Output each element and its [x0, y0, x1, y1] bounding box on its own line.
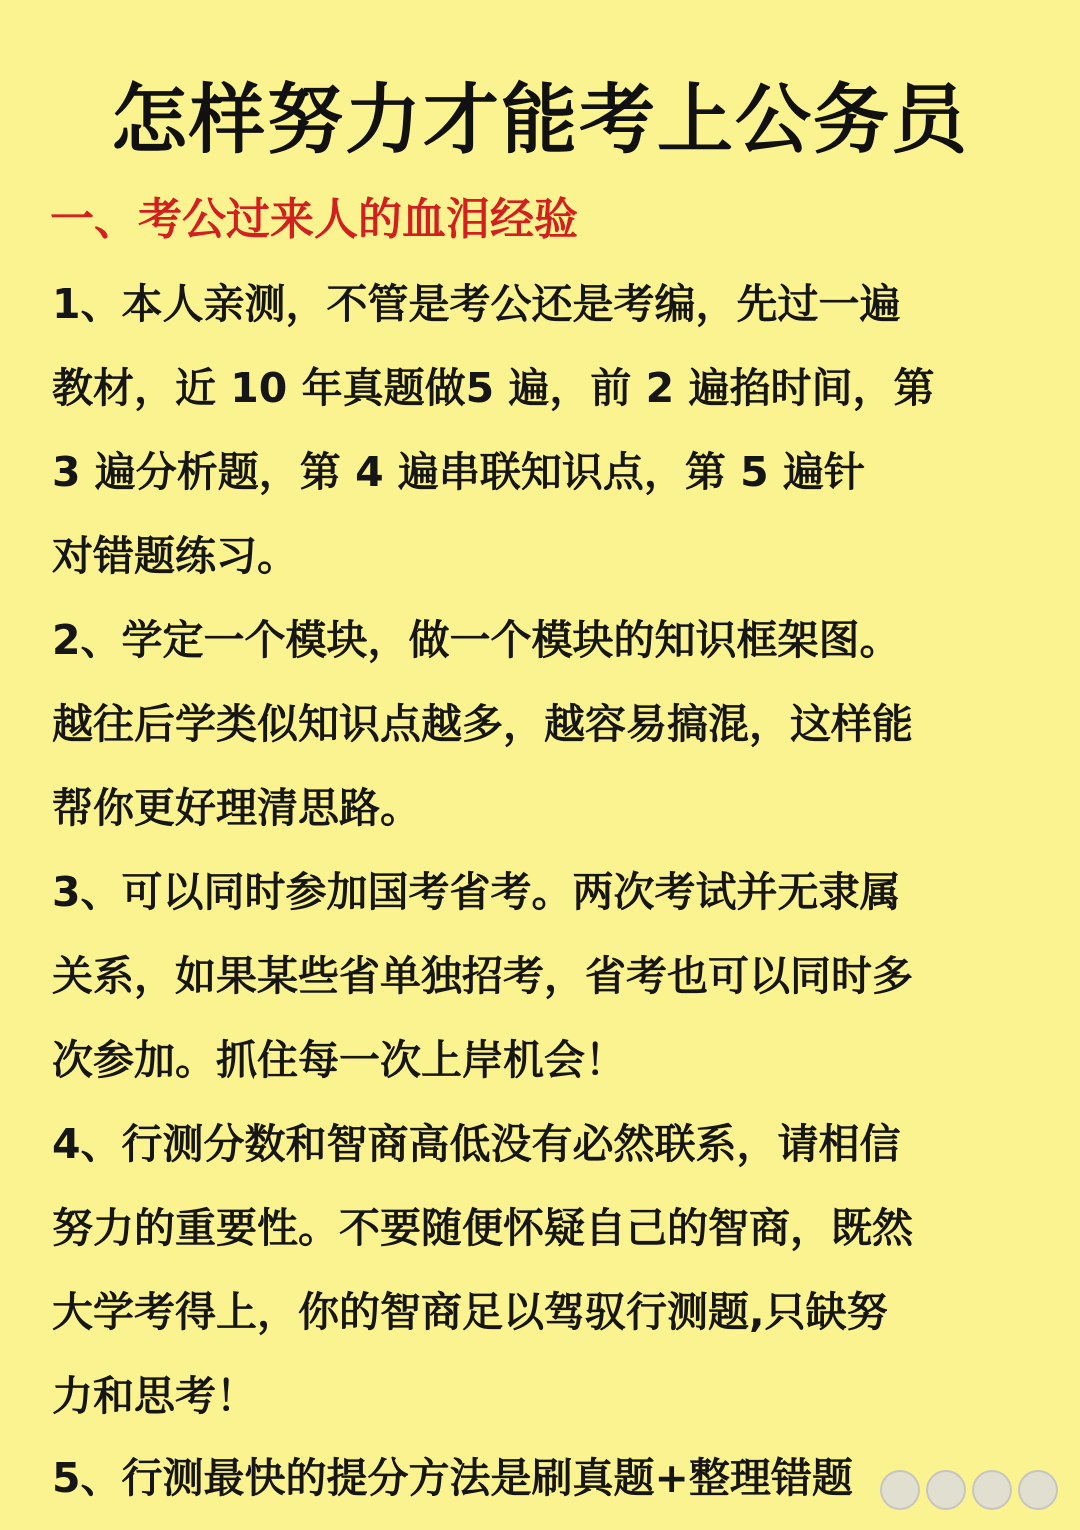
item-2-line-1: 2、学定一个模块，做一个模块的知识框架图。: [52, 616, 901, 664]
watermark-dot-icon: [926, 1470, 966, 1510]
watermark-dot-icon: [1018, 1470, 1058, 1510]
item-4-line-2: 努力的重要性。不要随便怀疑自己的智商，既然: [52, 1204, 913, 1252]
item-1-line-4: 对错题练习。: [52, 532, 298, 580]
item-4-line-4: 力和思考！: [52, 1372, 257, 1420]
item-2-line-3: 帮你更好理清思路。: [52, 784, 421, 832]
watermark-icon: [880, 1470, 1058, 1510]
item-3-line-2: 关系，如果某些省单独招考，省考也可以同时多: [52, 952, 913, 1000]
item-3-line-3: 次参加。抓住每一次上岸机会！: [52, 1036, 626, 1084]
watermark-dot-icon: [880, 1470, 920, 1510]
item-3-line-1: 3、可以同时参加国考省考。两次考试并无隶属: [52, 868, 901, 916]
item-1-line-1: 1、本人亲测，不管是考公还是考编，先过一遍: [52, 280, 901, 328]
item-5-line-1: 5、行测最快的提分方法是刷真题+整理错题: [52, 1454, 853, 1502]
item-4-line-3: 大学考得上，你的智商足以驾驭行测题,只缺努: [52, 1288, 888, 1336]
item-1-line-2: 教材，近 10 年真题做5 遍，前 2 遍掐时间，第: [52, 364, 935, 412]
item-1-line-3: 3 遍分析题，第 4 遍串联知识点，第 5 遍针: [52, 448, 865, 496]
item-4-line-1: 4、行测分数和智商高低没有必然联系，请相信: [52, 1120, 901, 1168]
page-title: 怎样努力才能考上公务员: [111, 75, 969, 164]
item-2-line-2: 越往后学类似知识点越多，越容易搞混，这样能: [52, 700, 913, 748]
section-heading: 一、考公过来人的血泪经验: [50, 194, 578, 245]
watermark-dot-icon: [972, 1470, 1012, 1510]
